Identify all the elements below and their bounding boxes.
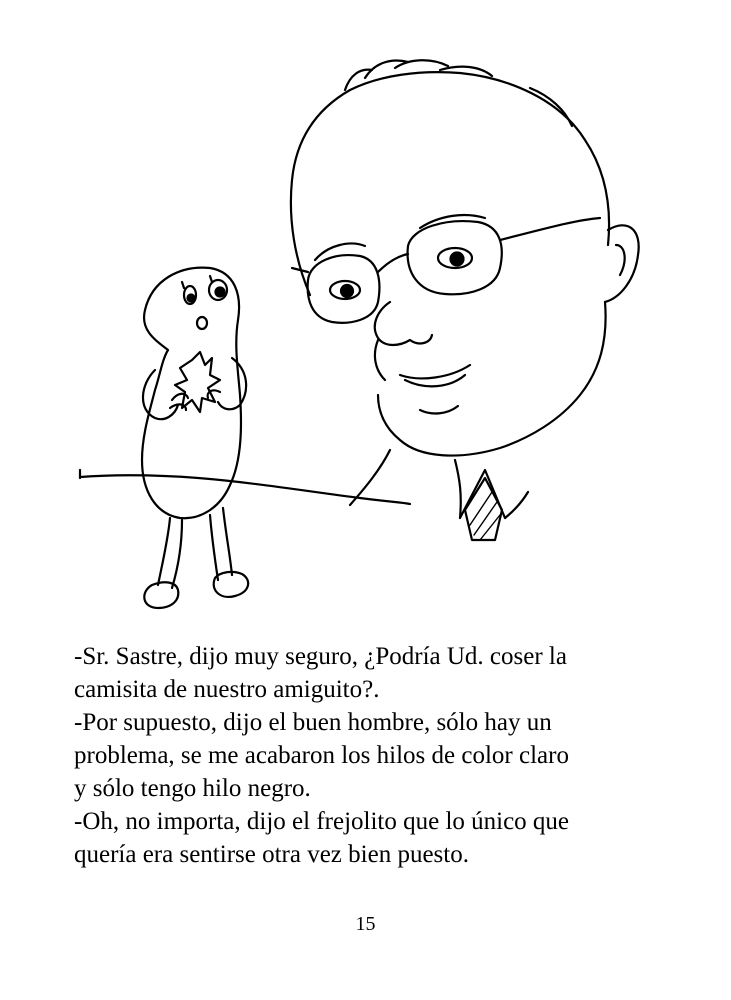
bean-shoe-right (214, 572, 248, 597)
story-text (74, 640, 664, 871)
tailor-shoulder (505, 492, 528, 518)
table-edge (80, 475, 410, 504)
story-illustration (60, 40, 680, 620)
bean-mouth (197, 317, 207, 329)
story-paragraph-2: -Por supuesto, dijo el buen hombre, sólo hay un problema, se me acabaron los hilos de color claro y sólo tengo hilo negro. (74, 709, 569, 802)
bean-leg-left-b (172, 520, 182, 588)
story-paragraph-3: -Oh, no importa, dijo el frejolito que lo único que quería era sentirse otra vez bien puesto. (74, 808, 570, 868)
bean-leg-right-b (223, 508, 232, 575)
story-paragraph-1: -Sr. Sastre, dijo muy seguro, ¿Podría Ud. coser la camisita de nuestro amiguito?. (74, 643, 567, 703)
tailor-tie (465, 478, 502, 540)
bean-pupil-left (188, 295, 195, 302)
tailor-chin (420, 406, 458, 413)
bean-leg-right (210, 515, 218, 580)
tailor-and-bean-drawing (60, 40, 680, 620)
tailor-figure (291, 60, 639, 540)
bean-leg-left (158, 518, 170, 585)
bean-hand-right (208, 390, 220, 398)
glasses-temple-right (500, 218, 600, 240)
tailor-eyebrow-left (315, 244, 365, 260)
page-number: 15 (355, 913, 376, 935)
tailor-pupil-right (451, 253, 464, 266)
tailor-pupil-left (341, 285, 353, 297)
tailor-cheek-line (375, 340, 385, 380)
tailor-neck (350, 450, 390, 505)
tailor-hair (345, 60, 572, 126)
bean-arm-left (143, 370, 178, 419)
tailor-mouth (400, 365, 470, 386)
bean-character (142, 268, 248, 608)
bean-arm-right (218, 358, 246, 409)
tailor-ear (605, 225, 639, 302)
glasses-bridge (378, 254, 408, 272)
tailor-nose (375, 302, 432, 345)
bean-torn-patch (175, 352, 220, 412)
bean-pupil-right (216, 288, 225, 297)
